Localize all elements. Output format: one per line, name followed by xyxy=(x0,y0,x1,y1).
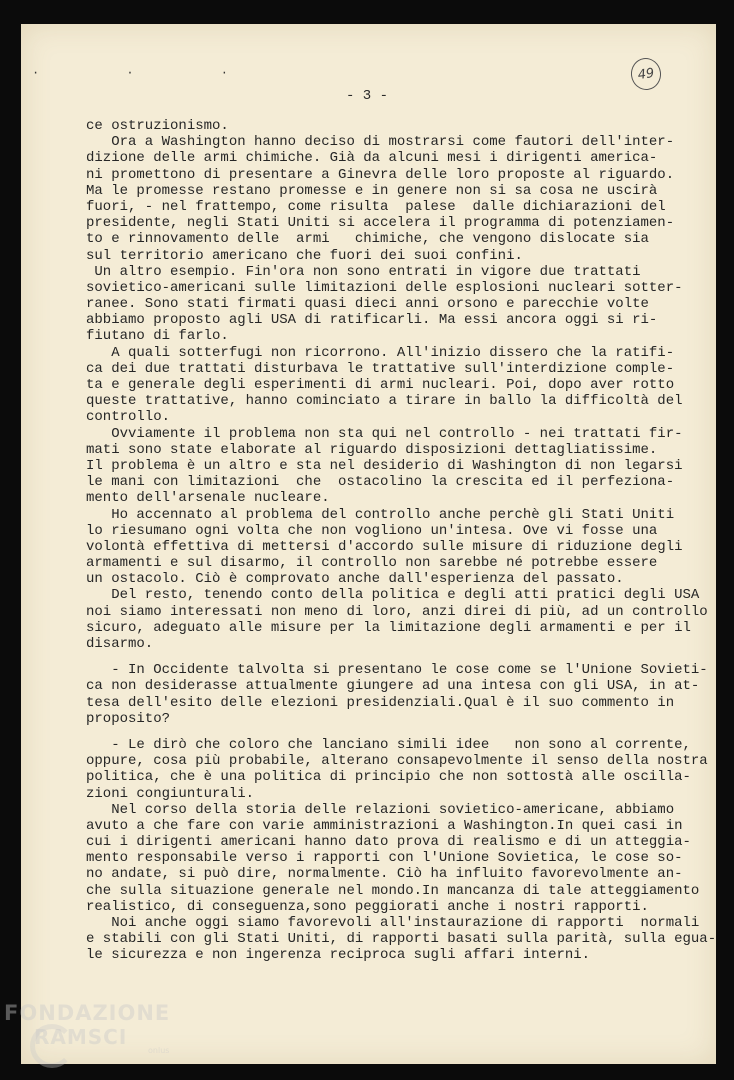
text-line: tesa dell'esito delle elezioni presidenziali.Qual è il suo commento in xyxy=(86,694,675,711)
text-line: dizione delle armi chimiche. Già da alcuni mesi i dirigenti america- xyxy=(86,150,658,167)
text-line: le sicurezza e non ingerenza reciproca sugli affari interni. xyxy=(86,947,591,964)
text-line: mati sono state elaborate al riguardo disposizioni dettagliatissime. xyxy=(86,441,658,458)
text-line: Ho accennato al problema del controllo anche perchè gli Stati Uniti xyxy=(86,506,675,523)
text-line: queste trattative, hanno cominciato a tirare in ballo la difficoltà del xyxy=(86,393,683,410)
text-line: ranee. Sono stati firmati quasi dieci anni orsono e parecchie volte xyxy=(86,296,649,313)
paragraph-gap xyxy=(86,652,696,662)
text-line: le mani con limitazioni che ostacolino la crescita ed il perfeziona- xyxy=(86,474,675,491)
text-line: ca dei due trattati disturbava le trattative sull'interdizione comple- xyxy=(86,360,675,377)
text-line: ca non desiderasse attualmente giungere ad una intesa con gli USA, in at- xyxy=(86,678,700,695)
text-line: ta e generale degli esperimenti di armi nucleari. Poi, dopo aver rotto xyxy=(86,377,675,393)
paragraph-gap xyxy=(86,727,696,737)
watermark xyxy=(4,1001,170,1049)
text-line: fuori, - nel frattempo, come risulta palese dalle dichiarazioni del xyxy=(86,198,666,215)
text-line: zioni congiunturali. xyxy=(86,785,255,802)
watermark-line1: FONDAZIONE xyxy=(4,1001,171,1025)
text-line: mento responsabile verso i rapporti con l'Unione Sovietica, le cose so- xyxy=(86,850,683,867)
text-line: abbiamo proposto agli USA di ratificarli. Ma essi ancora oggi si ri- xyxy=(86,312,658,329)
text-line: Del resto, tenendo conto della politica e degli atti pratici degli USA xyxy=(86,587,700,604)
text-line: controllo. xyxy=(86,409,171,426)
text-line: oppure, cosa più probabile, alterano consapevolmente il senso della nostra xyxy=(86,753,708,770)
text-line: Noi anche oggi siamo favorevoli all'instaurazione di rapporti normali xyxy=(86,915,700,931)
typewritten-body xyxy=(86,118,717,964)
page-number: - 3 - xyxy=(345,88,388,104)
paper-specks: · · · xyxy=(32,66,269,80)
watermark-suffix: onlus xyxy=(148,1046,170,1055)
text-line: - Le dirò che coloro che lanciano simili idee non sono al corrente, xyxy=(86,736,691,753)
archive-stamp-number: 49 xyxy=(629,56,663,92)
text-line: Ma le promesse restano promesse e in genere non si sa cosa ne uscirà xyxy=(86,182,658,199)
text-line: e stabili con gli Stati Uniti, di rapporti basati sulla parità, sulla egua- xyxy=(86,931,717,948)
text-line: disarmo. xyxy=(86,636,154,652)
text-line: noi siamo interessati non meno di loro, anzi direi di più, ad un controllo xyxy=(86,603,708,620)
text-line: fiutano di farlo. xyxy=(86,328,229,345)
text-line: Il problema è un altro e sta nel desiderio di Washington di non legarsi xyxy=(86,457,683,474)
text-line: volontà effettiva di mettersi d'accordo sulle misure di riduzione degli xyxy=(86,538,683,555)
text-line: politica, che è una politica di principio che non sottostà alle oscilla- xyxy=(86,769,691,786)
text-line: mento dell'arsenale nucleare. xyxy=(86,490,330,507)
text-line: ni promettono di presentare a Ginevra delle loro proposte al riguardo. xyxy=(86,166,675,183)
text-line: no andate, si può dire, normalmente. Ciò ha influito favorevolmente an- xyxy=(86,866,683,883)
text-line: proposito? xyxy=(86,710,171,727)
text-line: sicuro, adeguato alle misure per la limitazione degli armamenti e per il xyxy=(86,619,691,636)
text-line: che sulla situazione generale nel mondo.In mancanza di tale atteggiamento xyxy=(86,882,700,899)
text-line: lo riesumano ogni volta che non vogliono un'intesa. Ove vi fosse una xyxy=(86,522,658,539)
text-line: un ostacolo. Ciò è comprovato anche dall'esperienza del passato. xyxy=(86,571,624,588)
watermark-line2: RAMSCI xyxy=(34,1025,128,1049)
text-line: sul territorio americano che fuori dei suoi confini. xyxy=(86,247,523,264)
text-line: realistico, di conseguenza,sono peggiorati anche i nostri rapporti. xyxy=(86,898,649,915)
text-line: ce ostruzionismo. xyxy=(86,118,229,134)
text-line: presidente, negli Stati Uniti si accelera il programma di potenziamen- xyxy=(86,215,675,232)
text-line: A quali sotterfugi non ricorrono. All'inizio dissero che la ratifi- xyxy=(86,344,675,361)
text-line: Ora a Washington hanno deciso di mostrarsi come fautori dell'inter- xyxy=(86,134,675,151)
text-line: cui i dirigenti americani hanno dato prova di realismo e di un atteggia- xyxy=(86,834,691,851)
text-line: Un altro esempio. Fin'ora non sono entrati in vigore due trattati xyxy=(86,263,641,280)
text-line: armamenti e sul disarmo, il controllo non sarebbe né potrebbe essere xyxy=(86,555,658,572)
text-line: - In Occidente talvolta si presentano le cose come se l'Unione Sovieti- xyxy=(86,662,708,679)
text-line: Ovviamente il problema non sta qui nel controllo - nei trattati fir- xyxy=(86,425,683,442)
text-line: Nel corso della storia delle relazioni sovietico-americane, abbiamo xyxy=(86,801,675,818)
text-line: sovietico-americani sulle limitazioni delle esplosioni nucleari sotter- xyxy=(86,279,683,296)
text-line: to e rinnovamento delle armi chimiche, che vengono dislocate sia xyxy=(86,231,649,248)
text-line: avuto a che fare con varie amministrazioni a Washington.In quei casi in xyxy=(86,817,683,834)
